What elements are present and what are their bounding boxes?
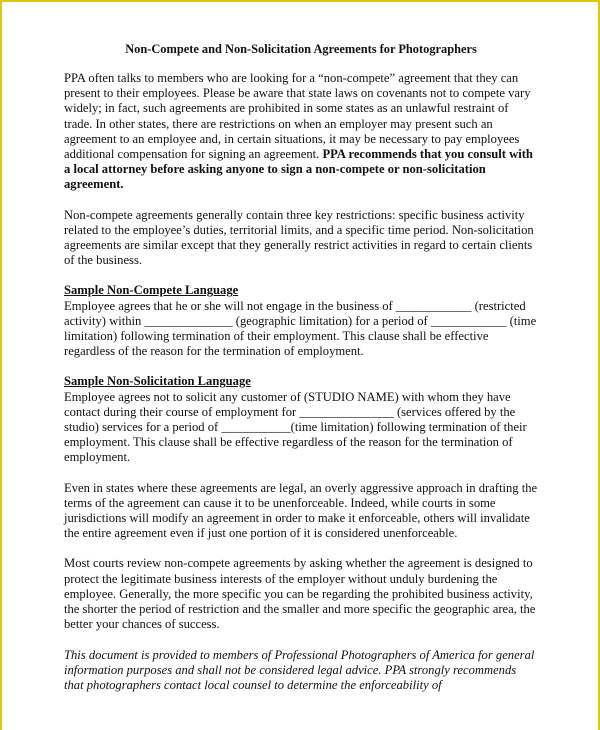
non-compete-text: Employee agrees that he or she will not engage in the business of ____________ (restricted activity) within ______________ (geographic limitation) for a period of ____________ (time limitation) following termination of their employment. This clause shall be effective regardless of the reason for the termination of employment. (64, 298, 537, 359)
document-title: Non-Compete and Non-Solicitation Agreements for Photographers (125, 42, 477, 56)
non-solicitation-section (64, 374, 538, 465)
intro-paragraph (64, 71, 538, 193)
non-compete-heading: Sample Non-Compete Language (64, 283, 239, 298)
intro-recommendation: PPA recommends that you consult with a local attorney before asking anyone to sign a non-compete or non-solicitation agreement. (64, 147, 533, 192)
enforceability-text: Even in states where these agreements are legal, an overly aggressive approach in drafting the terms of the agreement can cause it to be unenforceable. Indeed, while courts in some jurisdictions will modify an agreement in order to make it enforceable, others will invalidate the entire agreement even if just one portion of it is considered unenforceable. (64, 480, 538, 541)
disclaimer-text: This document is provided to members of Professional Photographers of America for general information purposes and shall not be considered legal advice. PPA strongly recommends that photographers contact local counsel to determine the enforceability of (64, 647, 535, 692)
non-solicitation-heading: Sample Non-Solicitation Language (64, 374, 251, 389)
courts-paragraph (64, 556, 538, 632)
disclaimer-paragraph (64, 648, 538, 694)
intro-text: PPA often talks to members who are looking for a “non-compete” agreement that they can present to their employees. Please be aware that state laws on covenants not to compete vary widely; in fact, such agreements are prohibited in some states as an unlawful restraint of trade. In other states, there are restrictions on when an employer may present such an agreement to an employee and, in certain situations, it may be necessary to pay employees additional compensation for signing an agreement. (64, 71, 531, 162)
restrictions-text: Non-compete agreements generally contain three key restrictions: specific business activity related to the employee’s duties, territorial limits, and a specific time period. Non-solicitation agreements are similar except that they generally restrict activities in regard to certain clients of the business. (64, 207, 534, 268)
non-compete-section (64, 283, 538, 359)
enforceability-paragraph (64, 481, 538, 542)
non-solicitation-text: Employee agrees not to solicit any customer of (STUDIO NAME) with whom they have contact during their course of employment for _______________ (services offered by the studio) services for a period of ___________(time limitation) following termination of their employment. This clause shall be effective regardless of the reason for the termination of employment. (64, 389, 527, 465)
restrictions-paragraph (64, 208, 538, 269)
document-content (64, 42, 538, 708)
courts-text: Most courts review non-compete agreements by asking whether the agreement is designed to protect the legitimate business interests of the employer without unduly burdening the employee. Generally, the more specific you can be regarding the prohibited business activity, the shorter the period of restriction and the smaller and more specific the geographic area, the better your chances of success. (64, 556, 536, 632)
